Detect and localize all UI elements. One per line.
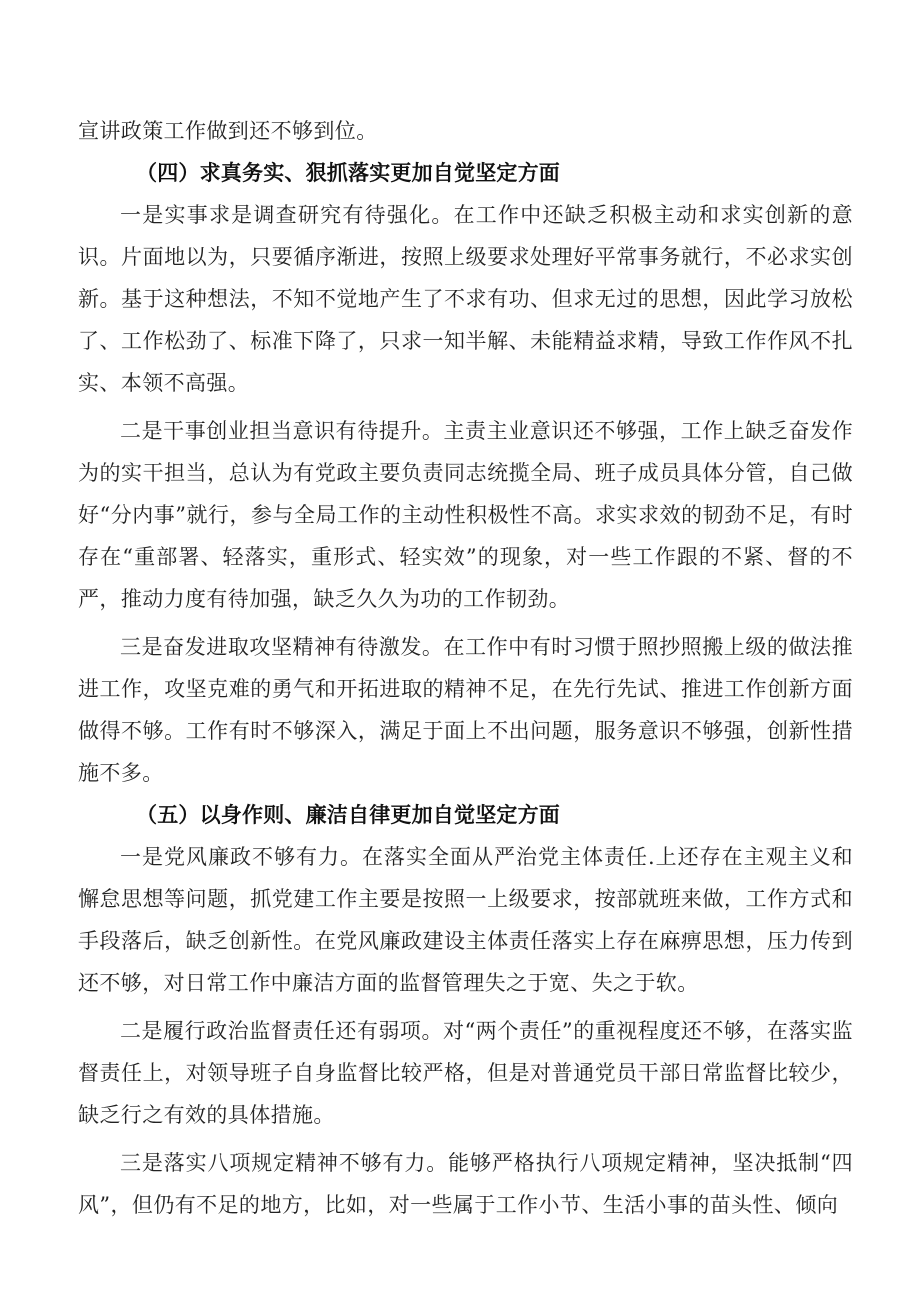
section-4-paragraph-2: 二是干事创业担当意识有待提升。主责主业意识还不够强，工作上缺乏奋发作为的实干担当，总认为有党政主要负责同志统揽全局、班子成员具体分管，自己做好“分内事”就行，参与全局工作的主动性积极性不高。求实求效的韧劲不足，有时存在“重部署、轻落实，重形式、轻实效”的现象，对一些工作跟的不紧、督的不严，推动力度有待加强，缺乏久久为功的工作韧劲。 xyxy=(78,419,853,611)
section-4-paragraph-1: 一是实事求是调查研究有待强化。在工作中还缺乏积极主动和求实创新的意识。片面地以为，只要循序渐进，按照上级要求处理好平常事务就行，不必求实创新。基于这种想法，不知不觉地产生了不求有功、但求无过的思想，因此学习放松了、工作松劲了、标准下降了，只求一知半解、未能精益求精，导致工作作风不扎实、本领不高强。 xyxy=(78,203,853,395)
section-5-paragraph-2: 二是履行政治监督责任还有弱项。对“两个责任”的重视程度还不够，在落实监督责任上，对领导班子自身监督比较严格，但是对普通党员干部日常监督比较少，缺乏行之有效的具体措施。 xyxy=(78,1019,853,1127)
section-5-paragraph-1: 一是党风廉政不够有力。在落实全面从严治党主体责任.上还存在主观主义和懈怠思想等问题，抓党建工作主要是按照一上级要求，按部就班来做，工作方式和手段落后，缺乏创新性。在党风廉政建设主体责任落实上存在麻痹思想，压力传到还不够，对日常工作中廉洁方面的监督管理失之于宽、失之于软。 xyxy=(78,845,853,995)
section-4-paragraph-3: 三是奋发进取攻坚精神有待激发。在工作中有时习惯于照抄照搬上级的做法推进工作，攻坚克难的勇气和开拓进取的精神不足，在先行先试、推进工作创新方面做得不够。工作有时不够深入，满足于面上不出问题，服务意识不够强，创新性措施不多。 xyxy=(78,635,853,785)
section-5-heading: （五）以身作则、廉洁自律更加自觉坚定方面 xyxy=(136,803,560,827)
document-body xyxy=(78,110,853,1226)
section-4-heading: （四）求真务实、狠抓落实更加自觉坚定方面 xyxy=(136,161,560,185)
continuation-paragraph: 宣讲政策工作做到还不够到位。 xyxy=(78,119,378,143)
section-5-paragraph-3: 三是落实八项规定精神不够有力。能够严格执行八项规定精神，坚决抵制“四风”，但仍有不足的地方，比如，对一些属于工作小节、生活小事的苗头性、倾向 xyxy=(78,1151,853,1217)
